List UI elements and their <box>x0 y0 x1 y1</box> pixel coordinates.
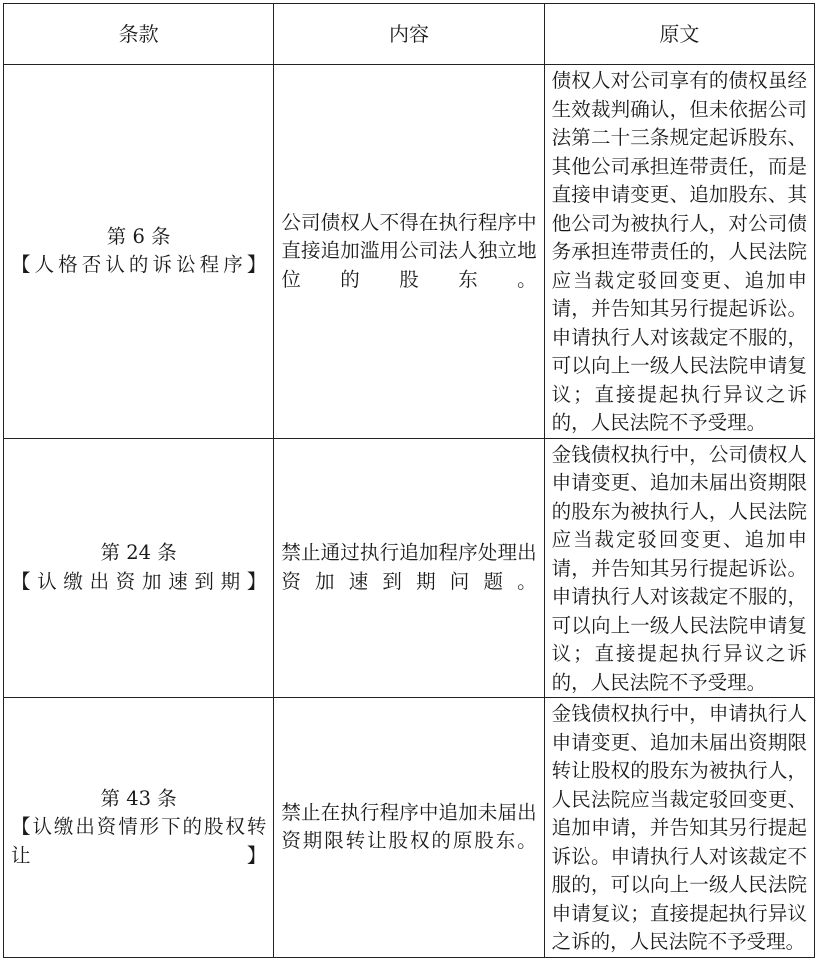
article-topic: 【认缴出资加速到期】 <box>11 569 267 593</box>
table-row <box>4 698 815 958</box>
content-cell: 禁止在执行程序中追加未届出资期限转让股权的原股东。 <box>274 698 544 958</box>
original-text-cell: 金钱债权执行中，申请执行人申请变更、追加未届出资期限转让股权的股东为被执行人，人民法院应当裁定驳回变更、追加申请，并告知其另行提起诉讼。申请执行人对该裁定不服的，可以向上一级人民法院申请复议；直接提起执行异议之诉的，人民法院不予受理。 <box>544 698 814 958</box>
original-text-cell: 债权人对公司享有的债权虽经生效裁判确认，但未依据公司法第二十三条规定起诉股东、其他公司承担连带责任，而是直接申请变更、追加股东、其他公司为被执行人，对公司债务承担连带责任的，人民法院应当裁定驳回变更、追加申请，并告知其另行提起诉讼。申请执行人对该裁定不服的，可以向上一级人民法院申请复议；直接提起执行异议之诉的，人民法院不予受理。 <box>544 65 814 439</box>
header-content: 内容 <box>274 4 544 65</box>
article-topic: 【人格否认的诉讼程序】 <box>11 253 267 277</box>
article-number: 第 6 条 <box>106 224 171 248</box>
header-article: 条款 <box>4 4 274 65</box>
original-text-cell: 金钱债权执行中，公司债权人申请变更、追加未届出资期限的股东为被执行人，人民法院应当裁定驳回变更、追加申请，并告知其另行提起诉讼。申请执行人对该裁定不服的，可以向上一级人民法院申请复议；直接提起执行异议之诉的，人民法院不予受理。 <box>544 438 814 698</box>
content-cell: 禁止通过执行追加程序处理出资加速到期问题。 <box>274 438 544 698</box>
header-original: 原文 <box>544 4 814 65</box>
article-cell <box>4 438 274 698</box>
table-header-row <box>4 4 815 65</box>
provisions-table <box>3 3 815 958</box>
article-cell <box>4 698 274 958</box>
article-number: 第 24 条 <box>100 541 177 565</box>
content-cell: 公司债权人不得在执行程序中直接追加滥用公司法人独立地位的股东。 <box>274 65 544 439</box>
article-topic: 【认缴出资情形下的股权转让】 <box>11 815 267 867</box>
article-number: 第 43 条 <box>100 786 177 810</box>
table-row <box>4 438 815 698</box>
table-row <box>4 65 815 439</box>
article-cell <box>4 65 274 439</box>
